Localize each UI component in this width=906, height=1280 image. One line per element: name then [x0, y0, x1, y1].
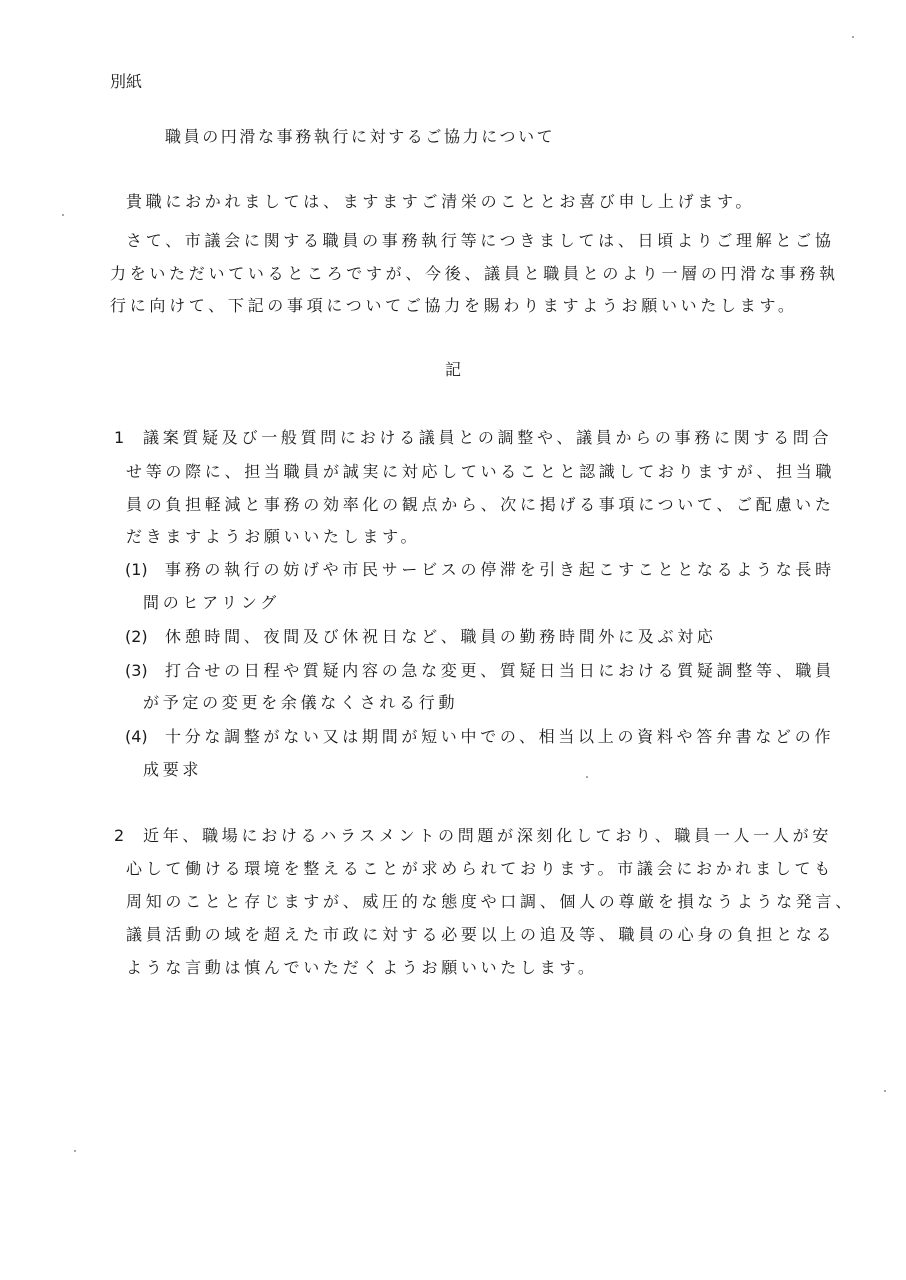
intro-line-4: 行に向けて、下記の事項についてご協力を賜わりますようお願いいたします。: [110, 296, 798, 315]
scan-speck: [884, 1090, 886, 1092]
item2-line-1: 近年、職場におけるハラスメントの問題が深刻化しており、職員一人一人が安: [143, 826, 833, 845]
item2-line-5: ような言動は慎んでいただくようお願いいたします。: [126, 958, 598, 977]
item2-line-4: 議員活動の域を超えた市政に対する必要以上の追及等、職員の心身の負担となる: [126, 925, 836, 944]
item1-line-1: 議案質疑及び一般質問における議員との調整や、議員からの事務に関する問合: [143, 428, 833, 447]
subitem-3-line-2: が予定の変更を余儀なくされる行動: [143, 693, 459, 712]
item1-line-4: だきますようお願いいたします。: [126, 527, 421, 546]
item2-line-3: 周知のことと存じますが、威圧的な態度や口調、個人の尊厳を損なうような発言、: [126, 892, 855, 911]
subitem-1-line-2: 間のヒアリング: [143, 593, 280, 612]
subitem-4-line-2: 成要求: [143, 760, 203, 779]
subitem-1-label: (1): [125, 560, 148, 579]
subitem-2-label: (2): [125, 627, 148, 646]
item2-number: 2: [114, 826, 125, 845]
scan-speck: [852, 36, 854, 38]
subitem-4-label: (4): [125, 727, 148, 746]
ki-mark: 記: [445, 360, 462, 379]
subitem-4-line-1: 十分な調整がない又は期間が短い中での、相当以上の資料や答弁書などの作: [165, 727, 835, 746]
scan-speck: [62, 214, 64, 216]
scan-speck: [74, 1150, 76, 1152]
subitem-1-line-1: 事務の執行の妨げや市民サービスの停滞を引き起こすこととなるような長時: [165, 560, 835, 579]
item1-line-2: せ等の際に、担当職員が誠実に対応していることと認識しておりますが、担当職: [126, 462, 836, 481]
subitem-2-line-1: 休憩時間、夜間及び休祝日など、職員の勤務時間外に及ぶ対応: [165, 627, 717, 646]
document-title: 職員の円滑な事務執行に対するご協力について: [165, 127, 556, 146]
item1-line-3: 員の負担軽減と事務の効率化の観点から、次に掲げる事項について、ご配慮いた: [126, 495, 835, 514]
scan-speck: [586, 776, 588, 778]
intro-line-2: さて、市議会に関する職員の事務執行等につきましては、日頃よりご理解とご協: [126, 231, 835, 250]
item2-line-2: 心して働ける環境を整えることが求められております。市議会におかれましても: [126, 859, 834, 878]
intro-line-1: 貴職におかれましては、ますますご清栄のこととお喜び申し上げます。: [126, 192, 756, 211]
intro-line-3: 力をいただいているところですが、今後、議員と職員とのより一層の円滑な事務執: [110, 264, 839, 283]
attachment-label: 別紙: [110, 72, 143, 91]
subitem-3-label: (3): [125, 661, 148, 680]
subitem-3-line-1: 打合せの日程や質疑内容の急な変更、質疑日当日における質疑調整等、職員: [165, 661, 835, 680]
item1-number: 1: [114, 428, 125, 447]
